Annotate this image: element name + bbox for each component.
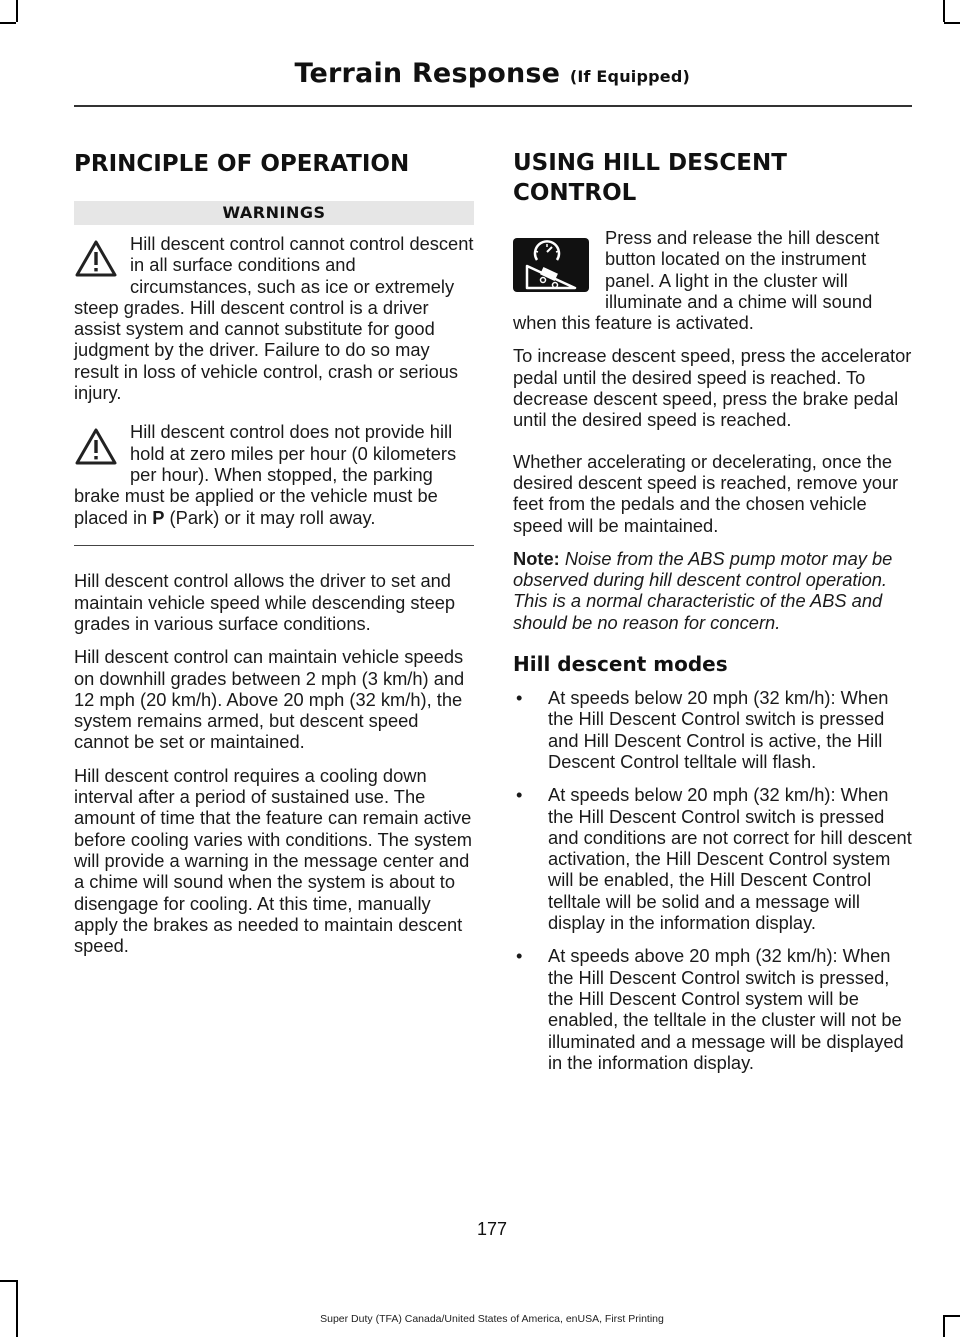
warning-text: Hill descent control cannot control descent in all surface conditions and circumstances, such as ice or extremely steep grades. Hill descent control is a driver assist system and cannot substitute for good judgment by the driver. Failure to do so may result in loss of vehicle control, crash or serious injury. — [74, 233, 474, 404]
hill-descent-control-icon — [513, 238, 589, 292]
using-heading-line: CONTROL — [513, 180, 637, 206]
page-number: 177 — [476, 1219, 508, 1239]
body-paragraph: Whether accelerating or decelerating, once the desired descent speed is reached, remove your feet from the pedals and the chosen vehicle speed will be maintained. — [513, 450, 899, 536]
warning-text-part: (Park) or it may roll away. — [164, 506, 376, 528]
warning-block — [74, 233, 474, 403]
bullet-icon: • — [516, 687, 523, 709]
note-text: Noise from the ABS pump motor may be observed during hill descent control operation. This is a normal characteristic of the ABS and should be no reason for concern. — [513, 547, 893, 633]
hill-descent-modes-heading: Hill descent modes — [513, 652, 728, 677]
page-footer: Super Duty (TFA) Canada/United States of America, enUSA, First Printing — [320, 1313, 664, 1325]
bullet-icon: • — [516, 945, 523, 967]
list-item — [513, 784, 913, 933]
header-divider — [74, 105, 912, 107]
page-header-title — [294, 58, 690, 89]
note-paragraph — [513, 548, 913, 633]
using-heading — [513, 148, 913, 208]
crop-mark — [943, 0, 945, 22]
principle-heading: PRINCIPLE OF OPERATION — [74, 151, 410, 177]
warnings-label: WARNINGS — [74, 201, 474, 225]
list-item — [513, 687, 913, 772]
warning-triangle-icon — [74, 427, 118, 467]
park-gear-letter: P — [152, 506, 165, 528]
list-item — [513, 945, 913, 1073]
warning-text-part: Hill descent control does not provide hill hold at zero miles per hour (0 kilometers per hour). When stopped, the parking brake must be applied or the vehicle must be placed in — [74, 421, 457, 528]
left-column — [74, 120, 474, 956]
crop-mark — [0, 22, 16, 24]
warning-triangle-icon — [74, 239, 118, 279]
hill-descent-intro — [513, 227, 913, 333]
body-paragraph: Hill descent control requires a cooling down interval after a period of sustained use. The amount of time that the feature can remain active before cooling varies with conditions. The system will provide a warning in the message center and a chime will sound when the system is about to disengage for cooling. At this time, manually apply the brakes as needed to maintain descent speed. — [74, 764, 472, 957]
warning-text — [74, 421, 474, 527]
body-paragraph: Hill descent control can maintain vehicle speeds on downhill grades between 2 mph (3 km/h) and 12 mph (20 km/h). Above 20 mph (32 km/h), the system remains armed, but descent speed cannot be set or maintained. — [74, 646, 465, 753]
right-column — [513, 120, 913, 1073]
body-paragraph: Hill descent control allows the driver to set and maintain vehicle speed while descending steep grades in various surface conditions. — [74, 570, 456, 634]
modes-list — [513, 687, 913, 1073]
section-title: Terrain Response — [294, 58, 561, 89]
crop-mark — [0, 1280, 16, 1282]
body-paragraph: To increase descent speed, press the accelerator pedal until the desired speed is reached. To decrease descent speed, press the brake pedal until the desired speed is reached. — [513, 345, 912, 431]
crop-mark — [16, 1280, 18, 1337]
warning-block — [74, 421, 474, 527]
crop-mark — [16, 0, 18, 22]
body-paragraph: Press and release the hill descent button located on the instrument panel. A light in the cluster will illuminate and a chime will sound when this feature is activated. — [513, 227, 880, 334]
crop-mark — [944, 22, 960, 24]
note-label: Note: — [513, 547, 560, 569]
section-subtitle: (If Equipped) — [569, 67, 690, 86]
list-item-text: At speeds above 20 mph (32 km/h): When the Hill Descent Control switch is pressed, the Hill Descent Control system will be enabled, the telltale in the cluster will not be illuminated and a message will be displayed in the information display. — [548, 945, 904, 1073]
list-item-text: At speeds below 20 mph (32 km/h): When the Hill Descent Control switch is pressed and Hill Descent Control is active, the Hill Descent Control telltale will flash. — [548, 687, 889, 772]
bullet-icon: • — [516, 784, 523, 806]
warnings-divider — [74, 545, 474, 547]
list-item-text: At speeds below 20 mph (32 km/h): When the Hill Descent Control switch is pressed and conditions are not correct for hill descent activation, the Hill Descent Control system will be enabled, the Hill Descent Control telltale will be solid and a message will display in the information display. — [548, 784, 912, 934]
using-heading-line: USING HILL DESCENT — [513, 150, 787, 176]
